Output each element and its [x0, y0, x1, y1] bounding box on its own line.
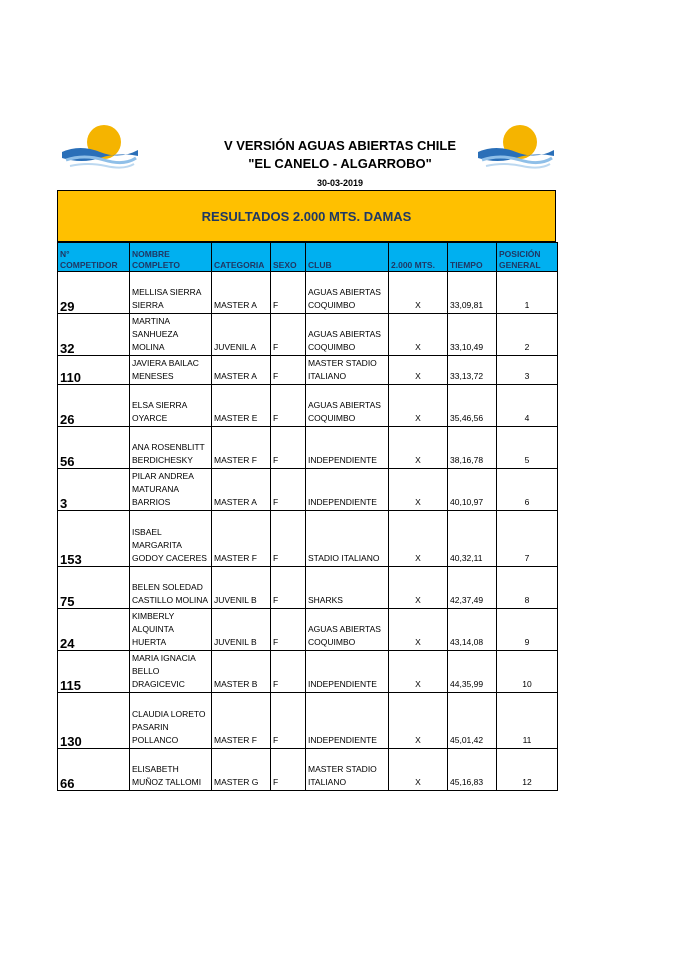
competitor-category: MASTER A [212, 356, 271, 385]
competitor-position: 1 [497, 272, 558, 314]
competitor-number: 3 [58, 469, 130, 511]
competitor-position: 7 [497, 511, 558, 567]
competitor-time: 33,10,49 [448, 314, 497, 356]
competitor-name: CLAUDIA LORETO PASARIN POLLANCO [130, 693, 212, 749]
event-title: V VERSIÓN AGUAS ABIERTAS CHILE [223, 138, 457, 153]
competitor-category: MASTER F [212, 693, 271, 749]
col-full-name: NOMBRE COMPLETO [130, 243, 212, 272]
table-row [58, 567, 558, 609]
competitor-number: 110 [58, 356, 130, 385]
competitor-time: 35,46,56 [448, 385, 497, 427]
col-time: TIEMPO [448, 243, 497, 272]
competitor-sex: F [271, 385, 306, 427]
results-banner [57, 190, 556, 242]
competitor-sex: F [271, 609, 306, 651]
col-distance: 2.000 MTS. [389, 243, 448, 272]
table-row [58, 609, 558, 651]
competitor-sex: F [271, 511, 306, 567]
competitor-club: AGUAS ABIERTAS COQUIMBO [306, 609, 389, 651]
competitor-name: ELISABETH MUÑOZ TALLOMI [130, 749, 212, 791]
competitor-distance: X [389, 749, 448, 791]
competitor-distance: X [389, 511, 448, 567]
competitor-time: 40,32,11 [448, 511, 497, 567]
table-row [58, 693, 558, 749]
competitor-name: KIMBERLY ALQUINTA HUERTA [130, 609, 212, 651]
competitor-time: 42,37,49 [448, 567, 497, 609]
competitor-number: 24 [58, 609, 130, 651]
competitor-number: 75 [58, 567, 130, 609]
competitor-club: AGUAS ABIERTAS COQUIMBO [306, 385, 389, 427]
aguas-abiertas-logo-left [60, 122, 138, 178]
competitor-sex: F [271, 567, 306, 609]
competitor-time: 43,14,08 [448, 609, 497, 651]
competitor-number: 115 [58, 651, 130, 693]
competitor-name: ISBAEL MARGARITA GODOY CACERES [130, 511, 212, 567]
competitor-club: SHARKS [306, 567, 389, 609]
competitor-category: MASTER E [212, 385, 271, 427]
competitor-club: INDEPENDIENTE [306, 693, 389, 749]
col-competitor-no: N° COMPETIDOR [58, 243, 130, 272]
competitor-club: INDEPENDIENTE [306, 651, 389, 693]
competitor-category: MASTER A [212, 469, 271, 511]
competitor-name: MELLISA SIERRA SIERRA [130, 272, 212, 314]
competitor-position: 3 [497, 356, 558, 385]
table-row [58, 651, 558, 693]
table-row [58, 469, 558, 511]
event-subtitle: "EL CANELO - ALGARROBO" [248, 156, 432, 171]
competitor-category: JUVENIL A [212, 314, 271, 356]
competitor-name: ANA ROSENBLITT BERDICHESKY [130, 427, 212, 469]
competitor-name: BELEN SOLEDAD CASTILLO MOLINA [130, 567, 212, 609]
competitor-sex: F [271, 356, 306, 385]
competitor-club: AGUAS ABIERTAS COQUIMBO [306, 314, 389, 356]
competitor-time: 44,35,99 [448, 651, 497, 693]
competitor-name: JAVIERA BAILAC MENESES [130, 356, 212, 385]
table-row [58, 356, 558, 385]
table-row [58, 385, 558, 427]
competitor-category: JUVENIL B [212, 567, 271, 609]
competitor-number: 29 [58, 272, 130, 314]
competitor-name: MARIA IGNACIA BELLO DRAGICEVIC [130, 651, 212, 693]
competitor-distance: X [389, 427, 448, 469]
competitor-position: 12 [497, 749, 558, 791]
competitor-time: 33,09,81 [448, 272, 497, 314]
competitor-distance: X [389, 567, 448, 609]
competitor-time: 45,16,83 [448, 749, 497, 791]
competitor-category: MASTER G [212, 749, 271, 791]
competitor-time: 40,10,97 [448, 469, 497, 511]
competitor-club: MASTER STADIO ITALIANO [306, 356, 389, 385]
competitor-time: 45,01,42 [448, 693, 497, 749]
competitor-club: STADIO ITALIANO [306, 511, 389, 567]
competitor-name: ELSA SIERRA OYARCE [130, 385, 212, 427]
competitor-category: MASTER A [212, 272, 271, 314]
competitor-sex: F [271, 651, 306, 693]
competitor-club: AGUAS ABIERTAS COQUIMBO [306, 272, 389, 314]
competitor-position: 5 [497, 427, 558, 469]
competitor-distance: X [389, 651, 448, 693]
competitor-club: INDEPENDIENTE [306, 427, 389, 469]
document-header [150, 137, 530, 190]
competitor-sex: F [271, 749, 306, 791]
competitor-name: PILAR ANDREA MATURANA BARRIOS [130, 469, 212, 511]
competitor-sex: F [271, 427, 306, 469]
results-table [57, 242, 558, 791]
col-sex: SEXO [271, 243, 306, 272]
competitor-position: 10 [497, 651, 558, 693]
competitor-distance: X [389, 272, 448, 314]
competitor-distance: X [389, 385, 448, 427]
competitor-club: INDEPENDIENTE [306, 469, 389, 511]
competitor-position: 8 [497, 567, 558, 609]
competitor-number: 32 [58, 314, 130, 356]
competitor-position: 6 [497, 469, 558, 511]
header-row [58, 243, 558, 272]
competitor-club: MASTER STADIO ITALIANO [306, 749, 389, 791]
competitor-number: 130 [58, 693, 130, 749]
competitor-distance: X [389, 314, 448, 356]
col-club: CLUB [306, 243, 389, 272]
col-position: POSICIÓN GENERAL [497, 243, 558, 272]
competitor-time: 33,13,72 [448, 356, 497, 385]
competitor-category: MASTER B [212, 651, 271, 693]
competitor-sex: F [271, 693, 306, 749]
competitor-number: 153 [58, 511, 130, 567]
competitor-number: 66 [58, 749, 130, 791]
competitor-position: 11 [497, 693, 558, 749]
col-category: CATEGORIA [212, 243, 271, 272]
competitor-distance: X [389, 469, 448, 511]
competitor-time: 38,16,78 [448, 427, 497, 469]
competitor-distance: X [389, 609, 448, 651]
competitor-position: 4 [497, 385, 558, 427]
competitor-distance: X [389, 356, 448, 385]
table-row [58, 511, 558, 567]
competitor-name: MARTINA SANHUEZA MOLINA [130, 314, 212, 356]
table-row [58, 749, 558, 791]
competitor-position: 2 [497, 314, 558, 356]
competitor-sex: F [271, 469, 306, 511]
competitor-sex: F [271, 314, 306, 356]
competitor-category: MASTER F [212, 511, 271, 567]
competitor-category: MASTER F [212, 427, 271, 469]
table-row [58, 427, 558, 469]
competitor-position: 9 [497, 609, 558, 651]
table-row [58, 314, 558, 356]
competitor-number: 26 [58, 385, 130, 427]
results-title: RESULTADOS 2.000 MTS. DAMAS [201, 208, 412, 224]
table-row [58, 272, 558, 314]
competitor-sex: F [271, 272, 306, 314]
competitor-number: 56 [58, 427, 130, 469]
competitor-distance: X [389, 693, 448, 749]
competitor-category: JUVENIL B [212, 609, 271, 651]
event-date: 30-03-2019 [316, 178, 364, 188]
